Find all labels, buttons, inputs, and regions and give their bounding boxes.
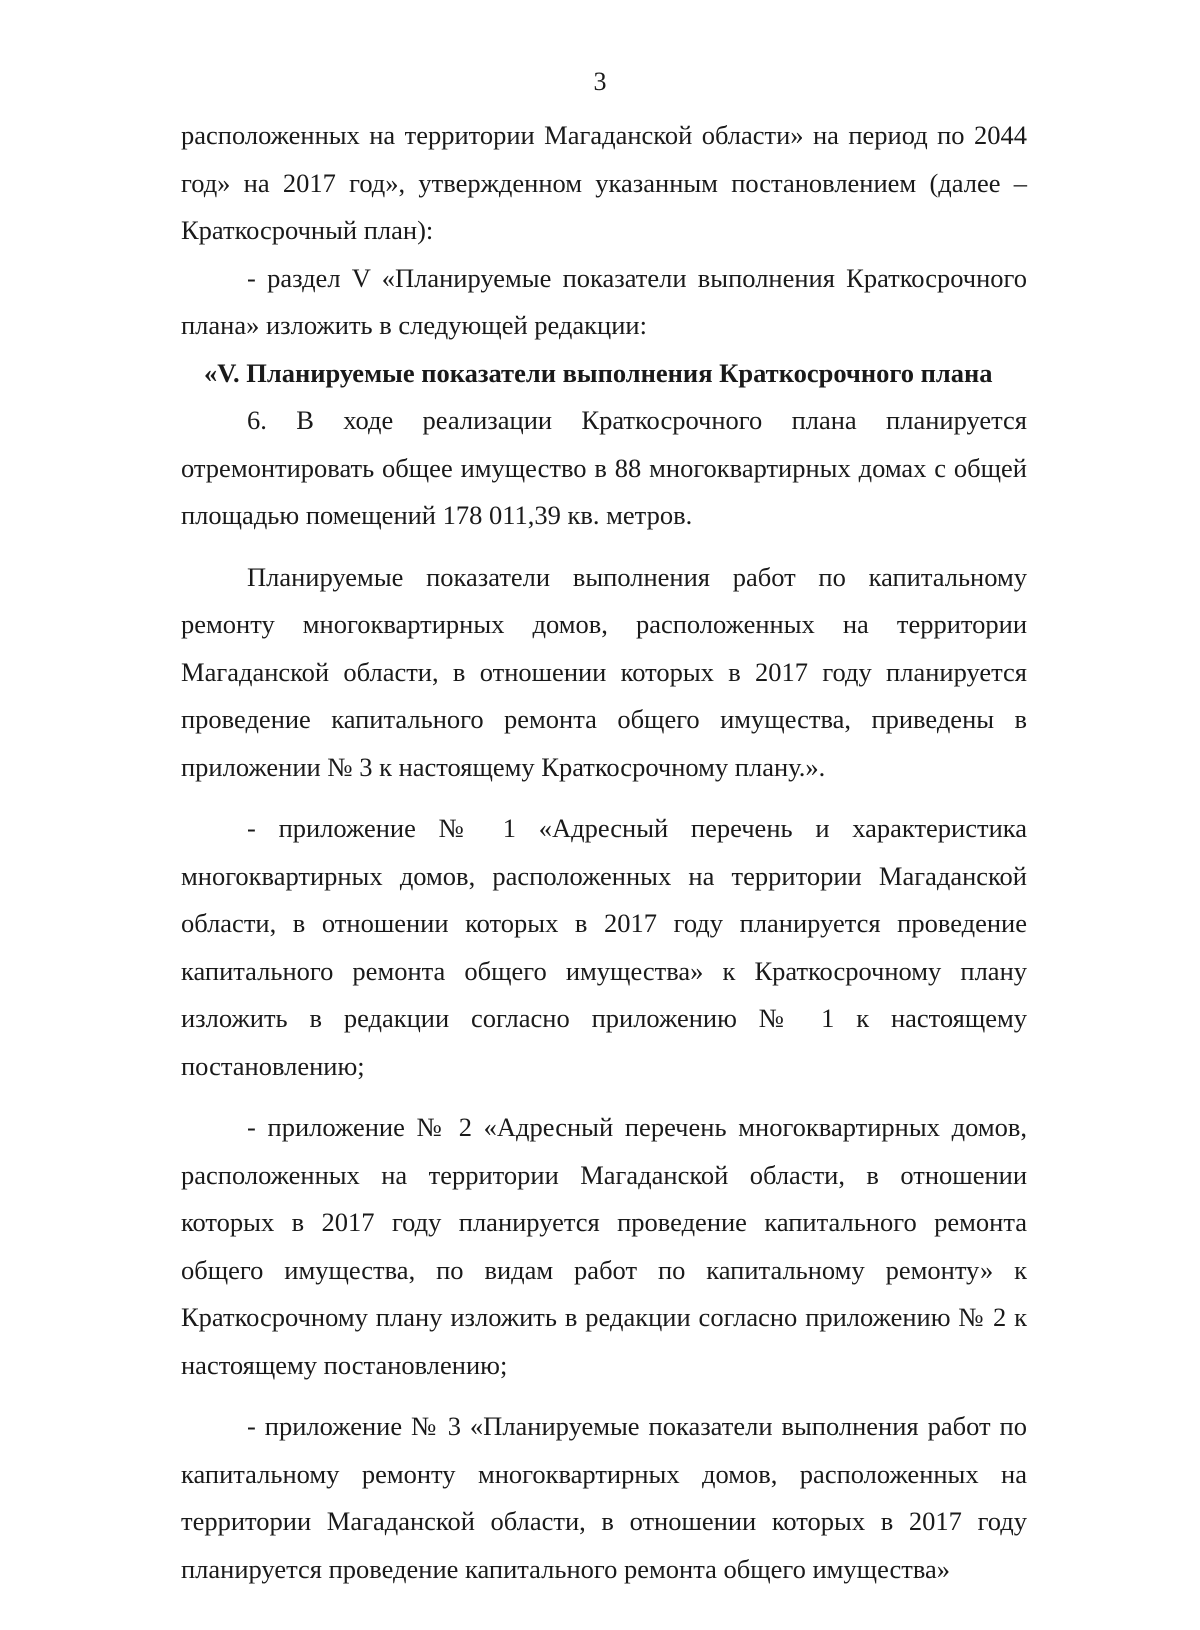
- document-body: [181, 112, 1027, 1593]
- paragraph-section-v-amendment: - раздел V «Планируемые показатели выполнения Краткосрочного плана» изложить в следующей редакции:: [181, 262, 1027, 340]
- page-number: 3: [593, 67, 607, 96]
- paragraph-appendix-2: - приложение № 2 «Адресный перечень многоквартирных домов, расположенных на территории Магаданской области, в отношении которых в 2017 году планируется проведение капитального ремонта общего имущества, по видам работ по капитальному ремонту» к Краткосрочному плану изложить в редакции согласно приложению № 2 к настоящему постановлению;: [181, 1112, 1027, 1380]
- paragraph-appendix-3: - приложение № 3 «Планируемые показатели выполнения работ по капитальному ремонту многоквартирных домов, расположенных на территории Магаданской области, в отношении которых в 2017 году планируется проведение капитального ремонта общего имущества»: [181, 1411, 1027, 1584]
- section-heading: «V. Планируемые показатели выполнения Краткосрочного плана: [204, 357, 993, 388]
- paragraph-item-6: 6. В ходе реализации Краткосрочного плана планируется отремонтировать общее имущество в 88 многоквартирных домах с общей площадью помещений 178 011,39 кв. метров.: [181, 405, 1027, 530]
- paragraph-planned-indicators: Планируемые показатели выполнения работ по капитальному ремонту многоквартирных домов, расположенных на территории Магаданской области, в отношении которых в 2017 году планируется проведение капитального ремонта общего имущества, приведены в приложении № 3 к настоящему Краткосрочному плану.».: [181, 561, 1027, 782]
- paragraph-appendix-1: - приложение № 1 «Адресный перечень и характеристика многоквартирных домов, расположенных на территории Магаданской области, в отношении которых в 2017 году планируется проведение капитального ремонта общего имущества» к Краткосрочному плану изложить в редакции согласно приложению № 1 к настоящему постановлению;: [181, 813, 1027, 1081]
- paragraph-intro: расположенных на территории Магаданской области» на период по 2044 год» на 2017 год», утвержденном указанным постановлением (далее – Краткосрочный план):: [181, 120, 1027, 245]
